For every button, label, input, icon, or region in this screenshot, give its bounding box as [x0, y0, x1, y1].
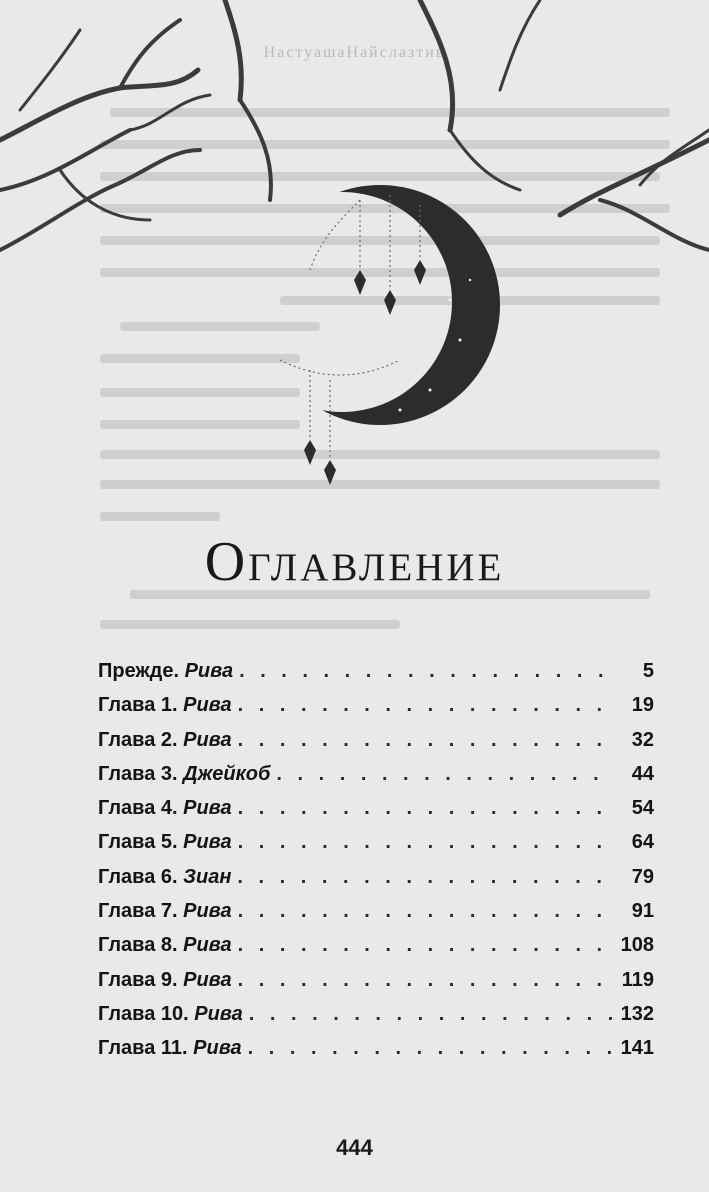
toc-page-number: 44 — [631, 762, 654, 785]
toc-entry — [98, 831, 654, 865]
toc-leader-dots — [238, 934, 612, 957]
crescent-moon-icon — [250, 180, 500, 500]
toc-chapter-label: Глава 4. — [98, 797, 178, 820]
toc-leader-dots — [237, 866, 612, 889]
toc-page-number: 54 — [631, 797, 654, 820]
toc-page-number: 141 — [620, 1037, 654, 1060]
toc-chapter-label: Глава 3. — [98, 762, 178, 785]
toc-entry — [98, 763, 654, 797]
table-of-contents — [98, 660, 654, 1072]
toc-chapter-name: Рива — [193, 1037, 242, 1060]
toc-entry — [98, 934, 654, 968]
toc-chapter-label: Глава 2. — [98, 728, 178, 751]
toc-chapter-label: Прежде. — [98, 660, 180, 682]
toc-chapter-name: Рива — [183, 831, 232, 854]
toc-chapter-name: Рива — [183, 797, 232, 820]
toc-chapter-label: Глава 11. — [98, 1037, 188, 1060]
toc-leader-dots — [238, 969, 612, 992]
toc-entry — [98, 694, 654, 728]
toc-entry — [98, 660, 654, 694]
toc-leader-dots — [249, 1003, 612, 1026]
toc-entry — [98, 866, 654, 900]
toc-entry — [98, 969, 654, 1003]
toc-chapter-label: Глава 6. — [98, 865, 178, 888]
toc-page-number: 108 — [620, 934, 654, 957]
toc-page-number: 132 — [620, 1002, 654, 1025]
page-number: 444 — [336, 1135, 373, 1160]
toc-chapter-name: Рива — [184, 660, 234, 682]
toc-chapter-name: Рива — [183, 694, 232, 717]
toc-chapter-name: Рива — [183, 900, 232, 923]
toc-chapter-name: Рива — [183, 934, 232, 957]
toc-page-number: 19 — [631, 694, 654, 717]
toc-page-number: 79 — [631, 865, 654, 888]
toc-chapter-name: Джейкоб — [183, 762, 271, 785]
toc-entry — [98, 729, 654, 763]
toc-chapter-label: Глава 1. — [98, 694, 178, 717]
toc-leader-dots — [238, 831, 612, 854]
toc-page-number: 91 — [631, 900, 654, 923]
toc-chapter-label: Глава 8. — [98, 934, 178, 957]
toc-leader-dots — [238, 797, 612, 820]
toc-chapter-label: Глава 7. — [98, 900, 178, 923]
toc-chapter-label: Глава 10. — [98, 1002, 189, 1025]
toc-leader-dots — [238, 694, 612, 717]
toc-chapter-name: Рива — [183, 968, 232, 991]
running-head: НастуашаНайслазтив — [263, 44, 446, 61]
toc-chapter-label: Глава 9. — [98, 968, 178, 991]
toc-entry — [98, 1037, 654, 1071]
toc-page-number: 64 — [631, 831, 654, 854]
toc-leader-dots — [276, 763, 612, 786]
page-title: Оглавление — [204, 531, 505, 593]
toc-chapter-name: Зиан — [183, 865, 232, 888]
toc-entry — [98, 1003, 654, 1037]
toc-chapter-name: Рива — [183, 728, 232, 751]
toc-chapter-name: Рива — [194, 1002, 243, 1025]
toc-chapter-label: Глава 5. — [98, 831, 178, 854]
toc-entry — [98, 900, 654, 934]
toc-page-number: 119 — [621, 968, 654, 991]
toc-entry — [98, 797, 654, 831]
toc-page-number: 5 — [642, 660, 654, 682]
toc-leader-dots — [248, 1037, 612, 1060]
toc-leader-dots — [238, 900, 612, 923]
toc-leader-dots — [239, 660, 612, 683]
toc-page-number: 32 — [631, 728, 654, 751]
toc-leader-dots — [238, 729, 612, 752]
